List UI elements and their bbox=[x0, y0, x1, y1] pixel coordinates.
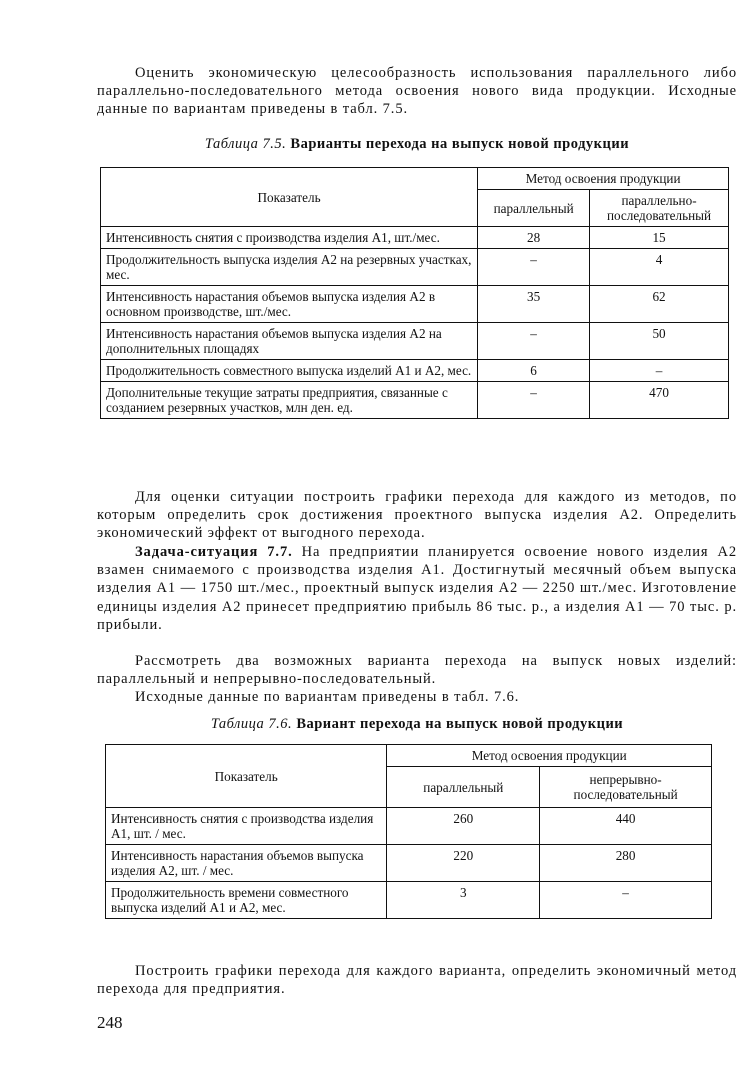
source-paragraph: Исходные данные по вариантам приведены в табл. 7.6. bbox=[135, 689, 520, 705]
table-7-5 bbox=[100, 167, 729, 419]
table1-row-label: Дополнительные текущие затраты предприятия, связанные с созданием резервных участков, млн ден. ед. bbox=[101, 382, 478, 419]
table-row bbox=[106, 845, 712, 882]
table2-caption-label: Таблица 7.6. bbox=[210, 716, 293, 732]
table-row bbox=[106, 808, 712, 845]
table1-row-label: Интенсивность нарастания объемов выпуска изделия А2 на дополнительных площадях bbox=[101, 323, 478, 360]
table-row bbox=[101, 323, 729, 360]
table1-row-value: – bbox=[590, 360, 729, 382]
table1-row-value: – bbox=[478, 382, 590, 419]
table2-header-col1: параллельный bbox=[387, 767, 540, 808]
table2-row-label: Интенсивность снятия с производства изделия А1, шт. / мес. bbox=[106, 808, 387, 845]
analysis-paragraph: Для оценки ситуации построить графики перехода для каждого из методов, по которым определить срок достижения проектного выпуска изделия А2. Определить экономический эффект от выгодного перехода. bbox=[97, 489, 737, 542]
table2-row-value: 260 bbox=[387, 808, 540, 845]
table2-row-value: 440 bbox=[540, 808, 712, 845]
table2-row-value: 220 bbox=[387, 845, 540, 882]
table-row bbox=[101, 360, 729, 382]
table1-row-value: 28 bbox=[478, 227, 590, 249]
consider-paragraph: Рассмотреть два возможных варианта перехода на выпуск новых изделий: параллельный и непрерывно-последовательный. bbox=[97, 653, 737, 688]
table2-header-indicator: Показатель bbox=[106, 745, 387, 808]
table1-row-value: – bbox=[478, 323, 590, 360]
table2-row-value: 280 bbox=[540, 845, 712, 882]
task-label: Задача-ситуация 7.7. bbox=[135, 544, 293, 560]
table-row bbox=[101, 227, 729, 249]
table1-row-label: Продолжительность совместного выпуска изделий А1 и А2, мес. bbox=[101, 360, 478, 382]
table1-header-method: Метод освоения продукции bbox=[478, 168, 729, 190]
task-text: На предприятии планируется освоение нового изделия А2 взамен снимаемого с производства изделия А1. Достигнутый месячный объем выпуска изделия А1 — 1750 шт./мес., проектный выпуск изделия А2 — 2250 шт./мес. Изготовление единицы изделия А2 принесет предприятию прибыль 86 тыс. р., а изделия А1 — 70 тыс. р. прибыли. bbox=[97, 544, 737, 633]
table1-row-value: 50 bbox=[590, 323, 729, 360]
table2-caption bbox=[97, 716, 737, 733]
page-number: 248 bbox=[97, 1013, 123, 1032]
table2-caption-title: Вариант перехода на выпуск новой продукции bbox=[296, 716, 624, 732]
table1-row-value: 35 bbox=[478, 286, 590, 323]
intro-paragraph: Оценить экономическую целесообразность использования параллельного либо параллельно-последовательного метода освоения нового вида продукции. Исходные данные по вариантам приведены в табл. 7.5. bbox=[97, 65, 737, 118]
table1-row-label: Интенсивность нарастания объемов выпуска изделия А2 в основном производстве, шт./мес. bbox=[101, 286, 478, 323]
table-row bbox=[101, 382, 729, 419]
table1-caption-title: Варианты перехода на выпуск новой продукции bbox=[290, 136, 630, 152]
table2-row-label: Продолжительность времени совместного выпуска изделий А1 и А2, мес. bbox=[106, 882, 387, 919]
table-7-6 bbox=[105, 744, 712, 919]
table2-row-value: – bbox=[540, 882, 712, 919]
table-row bbox=[101, 249, 729, 286]
table1-header-col2: параллельно-последовательный bbox=[590, 190, 729, 227]
task-paragraph bbox=[97, 543, 737, 634]
table1-row-value: 62 bbox=[590, 286, 729, 323]
table1-row-value: 470 bbox=[590, 382, 729, 419]
table2-row-label: Интенсивность нарастания объемов выпуска изделия А2, шт. / мес. bbox=[106, 845, 387, 882]
table1-row-value: 4 bbox=[590, 249, 729, 286]
table1-header-indicator: Показатель bbox=[101, 168, 478, 227]
table1-row-label: Интенсивность снятия с производства изделия А1, шт./мес. bbox=[101, 227, 478, 249]
table1-row-label: Продолжительность выпуска изделия А2 на резервных участках, мес. bbox=[101, 249, 478, 286]
table1-row-value: 15 bbox=[590, 227, 729, 249]
table2-row-value: 3 bbox=[387, 882, 540, 919]
table-row bbox=[101, 286, 729, 323]
table1-row-value: 6 bbox=[478, 360, 590, 382]
table1-caption-label: Таблица 7.5. bbox=[204, 136, 287, 152]
table1-caption bbox=[97, 136, 737, 153]
table1-row-value: – bbox=[478, 249, 590, 286]
table2-header-col2: непрерывно-последовательный bbox=[540, 767, 712, 808]
table-row bbox=[106, 882, 712, 919]
table2-header-method: Метод освоения продукции bbox=[387, 745, 712, 767]
table1-header-col1: параллельный bbox=[478, 190, 590, 227]
final-paragraph: Построить графики перехода для каждого варианта, определить экономичный метод перехода для предприятия. bbox=[97, 963, 737, 998]
